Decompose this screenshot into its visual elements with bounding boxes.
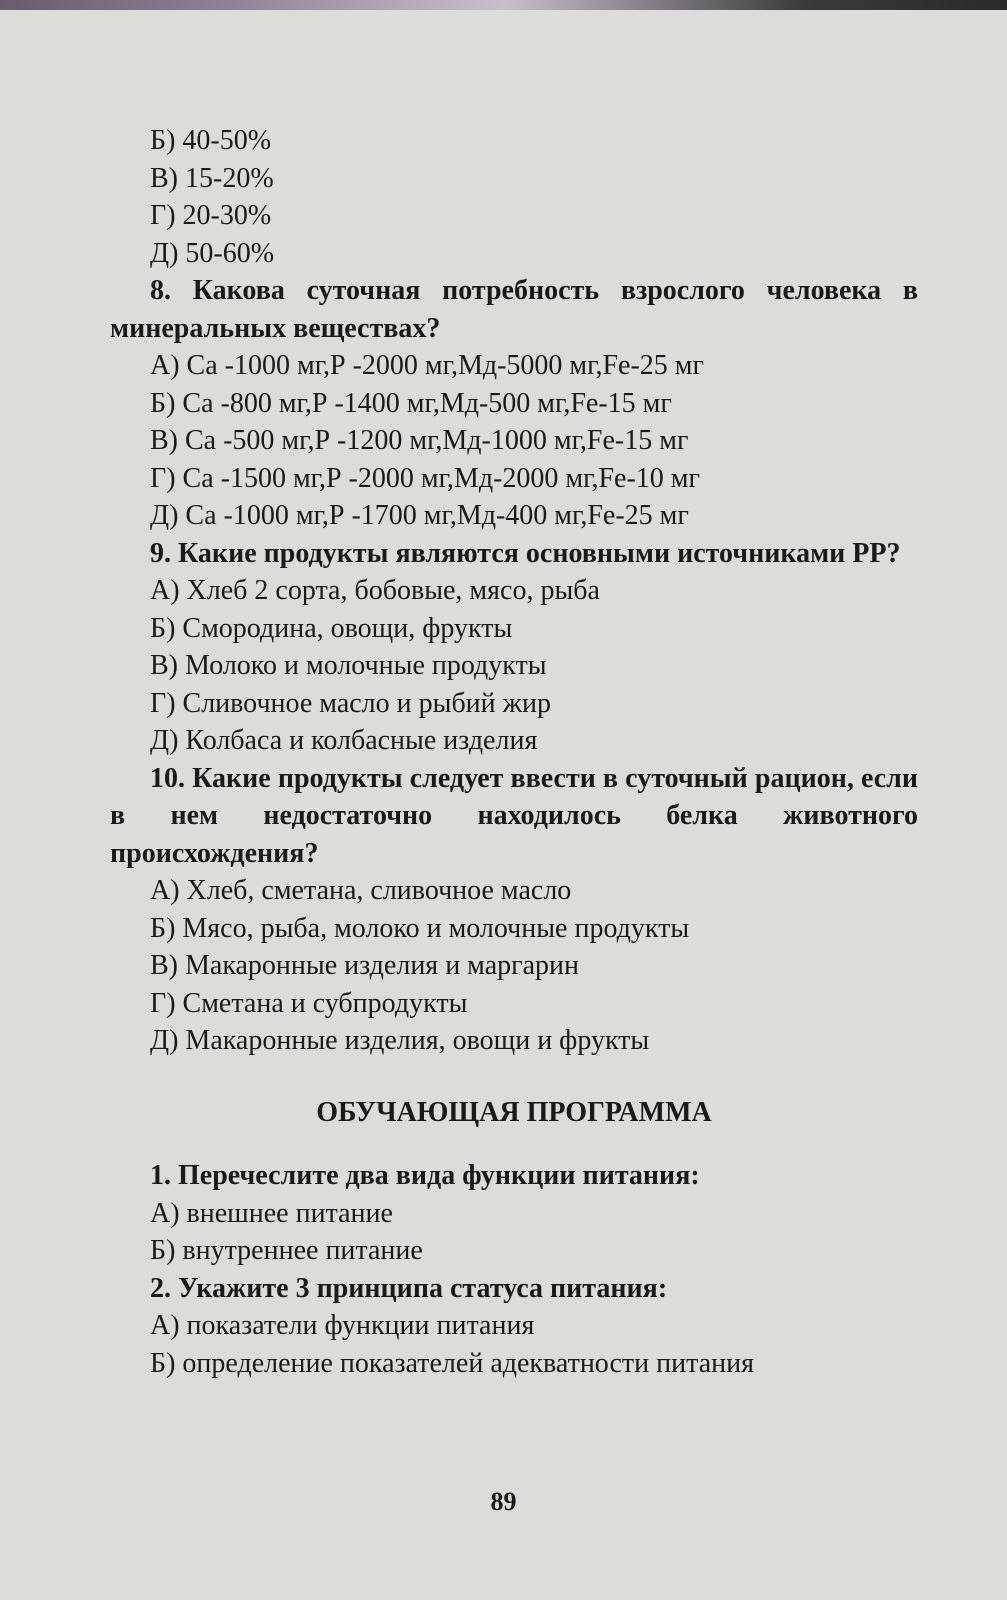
program-item-2-title: 2. Укажите 3 принципа статуса питания: (150, 1272, 668, 1304)
option-item: А) Хлеб 2 сорта, бобовые, мясо, рыба (150, 575, 600, 606)
option-item: Г) Сливочное масло и рыбий жир (150, 687, 551, 719)
answer-item: А) внешнее питание (150, 1197, 393, 1229)
option-item: Д) 50-60% (150, 237, 275, 269)
page-top-edge (0, 0, 1007, 10)
option-item: Д) Макаронные изделия, овощи и фрукты (150, 1025, 650, 1056)
option-item: Г) Са -1500 мг,Р -2000 мг,Мд-2000 мг,Fe-10 мг (150, 462, 700, 494)
option-item: В) Молоко и молочные продукты (150, 650, 547, 681)
answer-item: А) показатели функции питания (150, 1310, 535, 1341)
option-item: В) 15-20% (150, 162, 274, 194)
question-9-title: 9. Какие продукты являются основными источниками РР? (150, 537, 901, 569)
option-item: Б) Са -800 мг,Р -1400 мг,Мд-500 мг,Fe-15 мг (150, 387, 672, 419)
option-item: Б) Смородина, овощи, фрукты (150, 612, 513, 644)
program-item-1-title: 1. Перечеслите два вида функции питания: (150, 1160, 700, 1191)
option-item: А) Хлеб, сметана, сливочное масло (150, 875, 572, 906)
question-10-title: 10. Какие продукты следует ввести в суточный рацион, если в нем недостаточно находилось белка животного происхождения? (110, 762, 918, 869)
option-item: В) Макаронные изделия и маргарин (150, 950, 580, 981)
answer-item: Б) внутреннее питание (150, 1235, 423, 1266)
option-item: Г) Сметана и субпродукты (150, 987, 468, 1019)
option-item: Г) 20-30% (150, 200, 272, 231)
option-item: А) Са -1000 мг,Р -2000 мг,Мд-5000 мг,Fe-25 мг (150, 350, 704, 381)
option-item: Д) Са -1000 мг,Р -1700 мг,Мд-400 мг,Fe-25 мг (150, 500, 689, 531)
option-item: Б) 40-50% (150, 125, 272, 156)
option-item: Б) Мясо, рыба, молоко и молочные продукты (150, 912, 690, 944)
section-heading: ОБУЧАЮЩАЯ ПРОГРАММА (316, 1096, 712, 1128)
option-item: В) Са -500 мг,Р -1200 мг,Мд-1000 мг,Fe-15 мг (150, 425, 689, 456)
question-8-title: 8. Какова суточная потребность взрослого человека в минеральных веществах? (110, 275, 918, 344)
answer-item: Б) определение показателей адекватности питания (150, 1347, 754, 1379)
page-text (110, 122, 918, 1382)
option-item: Д) Колбаса и колбасные изделия (150, 725, 538, 756)
page-number: 89 (490, 1487, 517, 1516)
